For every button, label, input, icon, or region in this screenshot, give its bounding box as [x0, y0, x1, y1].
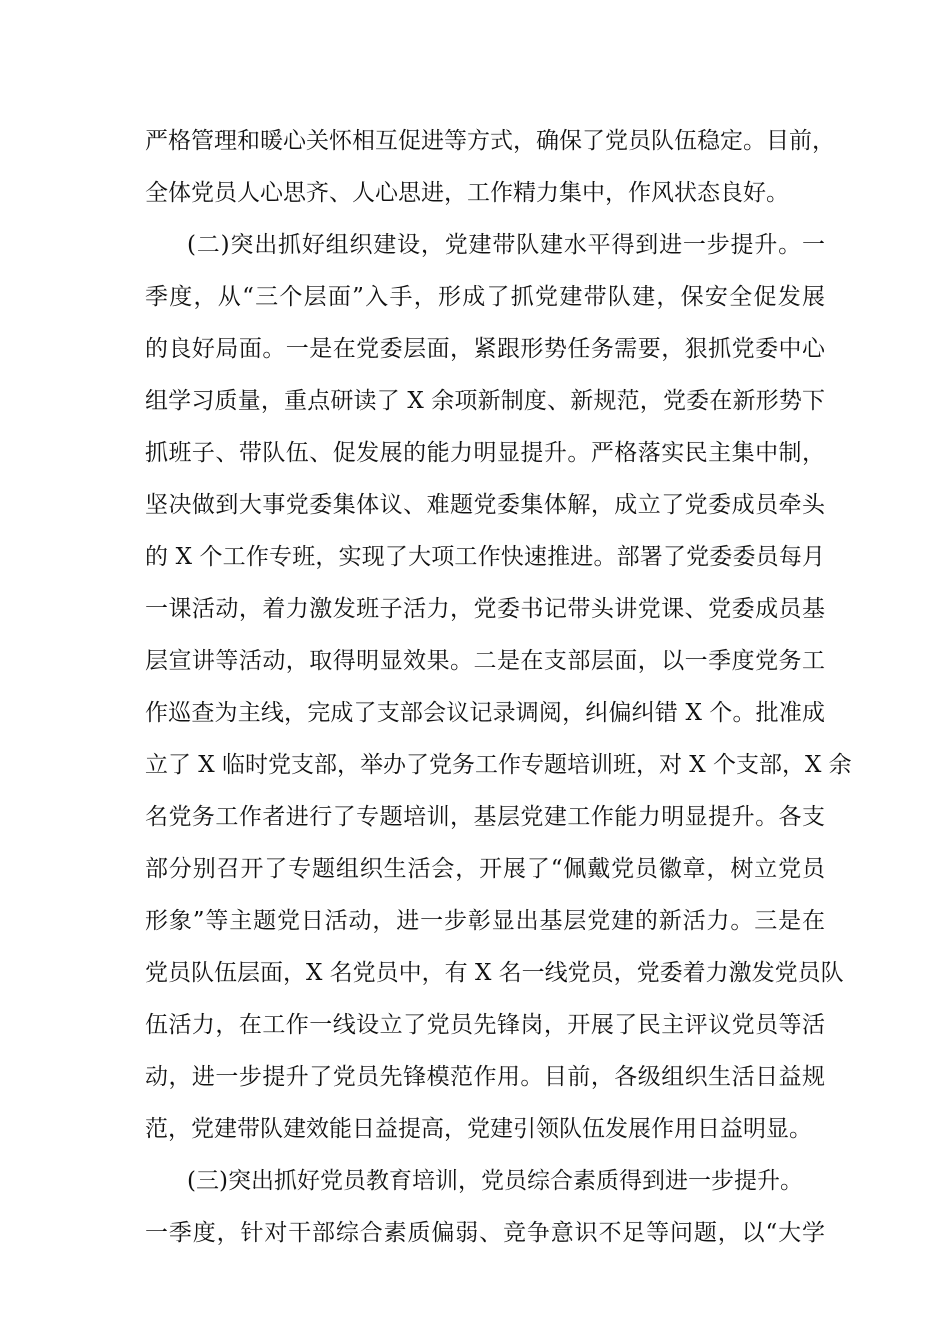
paragraph-line: 形象”等主题党日活动，进一步彰显出基层党建的新活力。三是在 [145, 908, 825, 934]
paragraph-line: 层宣讲等活动，取得明显效果。二是在支部层面，以一季度党务工 [145, 648, 825, 674]
paragraph-line: 党员队伍层面，X 名党员中，有 X 名一线党员，党委着力激发党员队 [145, 960, 844, 986]
paragraph-line: 的 X 个工作专班，实现了大项工作快速推进。部署了党委委员每月 [145, 544, 825, 570]
paragraph-line: 一课活动，着力激发班子活力，党委书记带头讲党课、党委成员基 [145, 596, 825, 622]
paragraph-line: 组学习质量，重点研读了 X 余项新制度、新规范，党委在新形势下 [145, 388, 825, 414]
paragraph-line: 季度，从“三个层面”入手，形成了抓党建带队建，保安全促发展 [145, 284, 825, 310]
paragraph-line: 范，党建带队建效能日益提高，党建引领队伍发展作用日益明显。 [145, 1116, 812, 1142]
paragraph-line: 动，进一步提升了党员先锋模范作用。目前，各级组织生活日益规 [145, 1064, 825, 1090]
section-heading-line: (三)突出抓好党员教育培训，党员综合素质得到进一步提升。 [187, 1168, 803, 1194]
paragraph-line: 严格管理和暖心关怀相互促进等方式，确保了党员队伍稳定。目前， [145, 128, 835, 154]
paragraph-line: 的良好局面。一是在党委层面，紧跟形势任务需要，狠抓党委中心 [145, 336, 825, 362]
section-heading-line: (二)突出抓好组织建设，党建带队建水平得到进一步提升。一 [187, 232, 825, 258]
paragraph-line: 一季度，针对干部综合素质偏弱、竞争意识不足等问题，以“大学 [145, 1220, 825, 1246]
paragraph-line: 全体党员人心思齐、人心思进，工作精力集中，作风状态良好。 [145, 180, 789, 206]
paragraph-line: 作巡查为主线，完成了支部会议记录调阅，纠偏纠错 X 个。批准成 [145, 700, 825, 726]
paragraph-line: 立了 X 临时党支部，举办了党务工作专题培训班，对 X 个支部，X 余 [145, 752, 852, 778]
paragraph-line: 部分别召开了专题组织生活会，开展了“佩戴党员徽章，树立党员 [145, 856, 825, 882]
paragraph-line: 坚决做到大事党委集体议、难题党委集体解，成立了党委成员牵头 [145, 492, 825, 518]
paragraph-line: 抓班子、带队伍、促发展的能力明显提升。严格落实民主集中制， [145, 440, 825, 466]
paragraph-line: 名党务工作者进行了专题培训，基层党建工作能力明显提升。各支 [145, 804, 825, 830]
paragraph-line: 伍活力，在工作一线设立了党员先锋岗，开展了民主评议党员等活 [145, 1012, 825, 1038]
